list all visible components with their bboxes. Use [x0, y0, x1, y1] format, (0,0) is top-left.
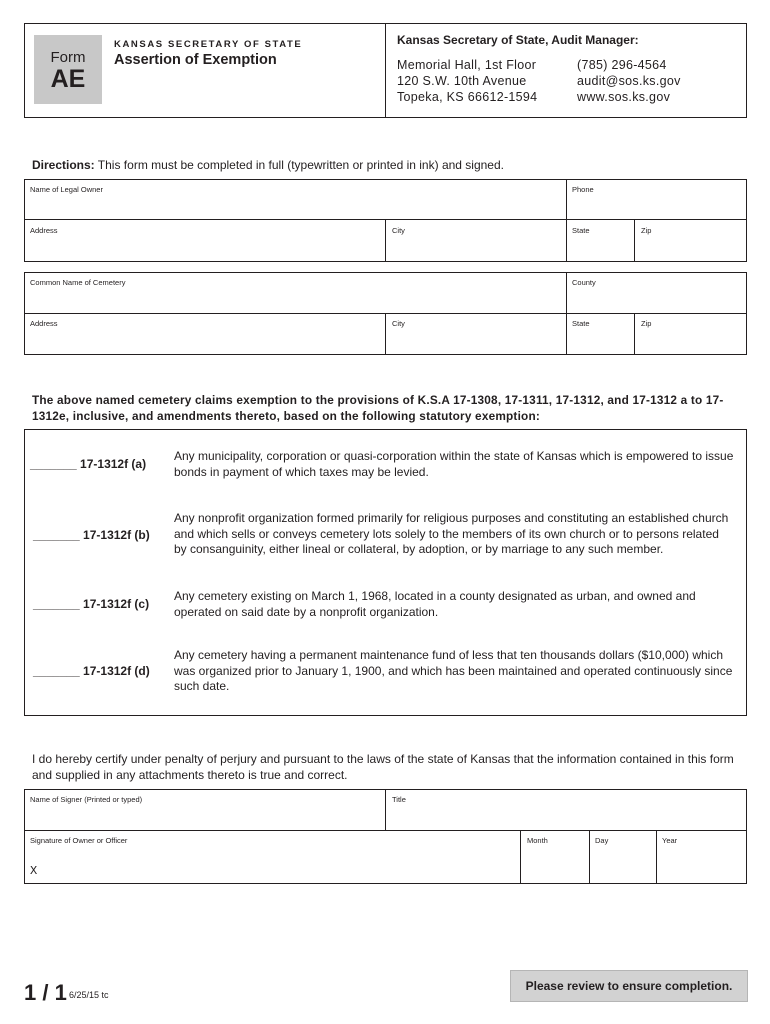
certification-statement: I do hereby certify under penalty of perjury and pursuant to the laws of the state of Kansas that the information contained in this form and supplied in any attachments thereto is true and correct. — [32, 752, 734, 782]
day-field[interactable]: Day — [595, 836, 609, 845]
owner-address-field[interactable]: Address — [30, 226, 58, 235]
owner-col-divider-1 — [566, 179, 567, 219]
owner-state-field[interactable]: State — [572, 226, 590, 235]
month-field[interactable]: Month — [527, 836, 548, 845]
cemetery-address-field[interactable]: Address — [30, 319, 58, 328]
directions-label: Directions: — [32, 158, 95, 172]
exemption-d-text: Any cemetery having a permanent maintenance fund of less that ten thousands dollars ($10,000) which was organized prior to January 1, 1900, and which has been maintained and operated continuously since such date. — [174, 648, 733, 693]
header-divider — [385, 23, 386, 118]
address-block — [397, 57, 537, 105]
address-line-2: 120 S.W. 10th Avenue — [397, 74, 527, 88]
signature-col-divider-3 — [589, 830, 590, 884]
cemetery-state-field[interactable]: State — [572, 319, 590, 328]
signer-name-field[interactable]: Name of Signer (Printed or typed) — [30, 795, 143, 804]
exemption-b-checkline[interactable]: _______ 17-1312f (b) — [33, 528, 150, 542]
revision-date: 6/25/15 tc — [69, 990, 109, 1000]
year-field[interactable]: Year — [662, 836, 678, 845]
cemetery-col-divider-3 — [566, 313, 567, 355]
form-word: Form — [50, 49, 86, 66]
form-title: Assertion of Exemption — [114, 52, 277, 68]
owner-phone-field[interactable]: Phone — [572, 185, 594, 194]
owner-zip-field[interactable]: Zip — [641, 226, 652, 235]
directions — [32, 158, 504, 172]
cemetery-col-divider-1 — [566, 272, 567, 313]
cemetery-col-divider-4 — [634, 313, 635, 355]
owner-col-divider-4 — [634, 219, 635, 262]
cemetery-col-divider-2 — [385, 313, 386, 355]
form-code: AE — [50, 65, 86, 93]
signature-x-mark: X — [30, 864, 38, 878]
claim-statement: The above named cemetery claims exemption to the provisions of K.S.A 17-1308, 17-1311, 17-1312, and 17-1312 a to 17-1312e, inclusive, and amendments thereto, based on the following statutory exemption: — [32, 393, 724, 423]
address-line-3: Topeka, KS 66612-1594 — [397, 90, 538, 104]
review-button[interactable]: Please review to ensure completion. — [510, 970, 748, 1002]
contact-block — [577, 57, 681, 105]
signature-col-divider-2 — [520, 830, 521, 884]
cemetery-name-field[interactable]: Common Name of Cemetery — [30, 278, 126, 287]
cemetery-county-field[interactable]: County — [572, 278, 596, 287]
contact-heading: Kansas Secretary of State, Audit Manager: — [397, 33, 639, 47]
exemption-b-text: Any nonprofit organization formed primarily for religious purposes and constituting an established church and which sells or conveys cemetery lots solely to the members of its own church or to persons related by consanguinity, either lineal or collateral, by adoption, or by marriage to any such member. — [174, 511, 729, 556]
form-badge — [34, 35, 102, 104]
contact-phone: (785) 296-4564 — [577, 58, 667, 72]
address-line-1: Memorial Hall, 1st Floor — [397, 58, 537, 72]
signature-field[interactable]: Signature of Owner or Officer — [30, 836, 128, 845]
cemetery-city-field[interactable]: City — [392, 319, 405, 328]
exemption-c-text: Any cemetery existing on March 1, 1968, located in a county designated as urban, and owned and operated on said date by a nonprofit organization. — [174, 589, 696, 619]
owner-col-divider-2 — [385, 219, 386, 262]
exemption-a-checkline[interactable]: _______ 17-1312f (a) — [30, 457, 147, 471]
signature-col-divider-1 — [385, 789, 386, 830]
contact-website[interactable]: www.sos.ks.gov — [577, 90, 671, 104]
cemetery-zip-field[interactable]: Zip — [641, 319, 652, 328]
exemption-c-checkline[interactable]: _______ 17-1312f (c) — [33, 597, 150, 611]
exemption-d-checkline[interactable]: _______ 17-1312f (d) — [33, 664, 150, 678]
signer-title-field[interactable]: Title — [392, 795, 406, 804]
owner-col-divider-3 — [566, 219, 567, 262]
owner-city-field[interactable]: City — [392, 226, 405, 235]
owner-name-field[interactable]: Name of Legal Owner — [30, 185, 103, 194]
contact-email[interactable]: audit@sos.ks.gov — [577, 74, 681, 88]
signature-col-divider-4 — [656, 830, 657, 884]
agency-name: KANSAS SECRETARY OF STATE — [114, 39, 303, 50]
exemption-a-text: Any municipality, corporation or quasi-corporation within the state of Kansas which is empowered to issue bonds in payment of which taxes may be levied. — [174, 449, 734, 479]
page-number: 1 / 1 — [24, 980, 67, 1005]
directions-text: This form must be completed in full (typewritten or printed in ink) and signed. — [94, 158, 504, 172]
signature-row-divider — [24, 830, 747, 831]
